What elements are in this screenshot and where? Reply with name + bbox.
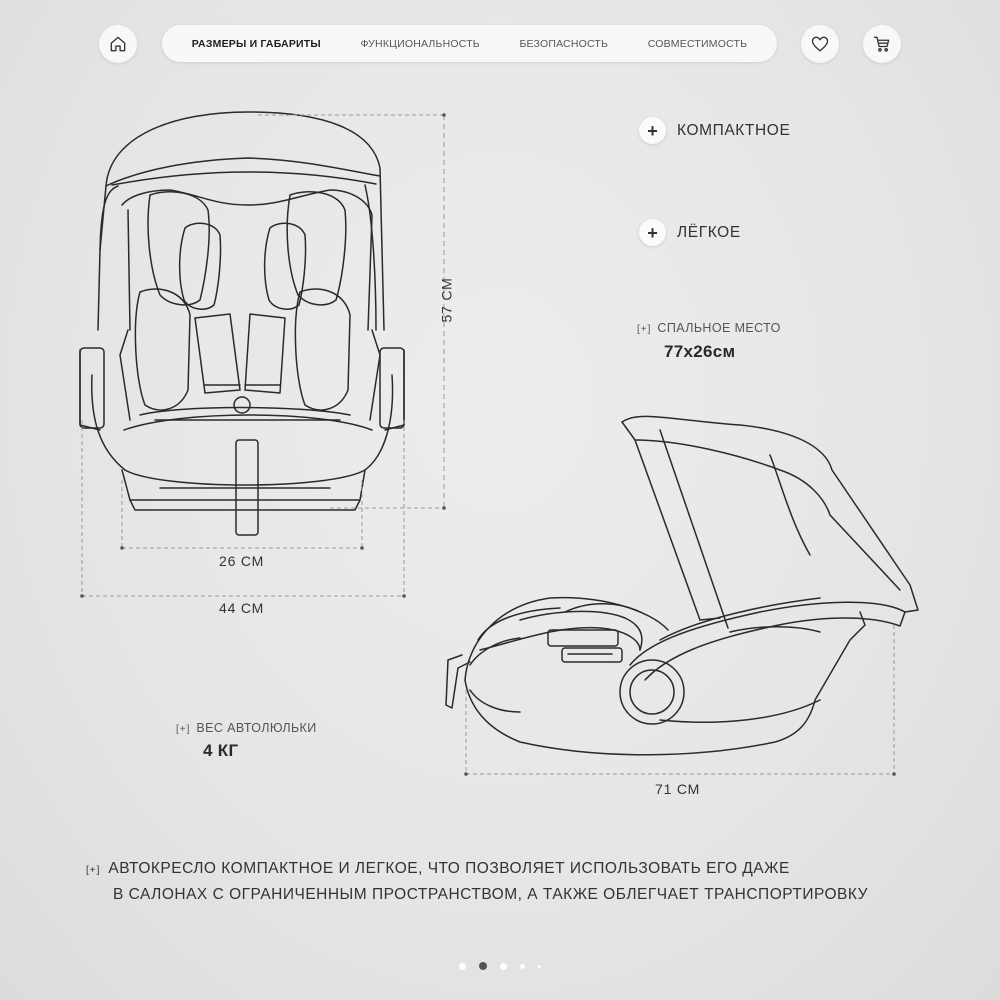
feature-light-label: ЛЁГКОЕ	[677, 223, 741, 241]
weight-label	[176, 721, 317, 735]
bracket-plus-icon: [+]	[637, 324, 652, 335]
feature-compact-label: КОМПАКТНОЕ	[677, 121, 791, 139]
height-dimension-label: 57 СМ	[438, 277, 455, 323]
front-view-car-seat	[80, 112, 404, 535]
plus-icon[interactable]: +	[639, 219, 666, 246]
sleeping-place-label-text: СПАЛЬНОЕ МЕСТО	[657, 321, 781, 335]
tab-safety[interactable]: БЕЗОПАСНОСТЬ	[519, 37, 609, 50]
pagination-dot[interactable]	[520, 964, 525, 969]
bracket-plus-icon: [+]	[86, 865, 101, 876]
pagination	[0, 962, 1000, 970]
outer-width-dimension-label: 44 СМ	[219, 600, 265, 616]
plus-icon[interactable]: +	[639, 117, 666, 144]
length-dimension-label: 71 СМ	[655, 781, 701, 797]
weight-label-text: ВЕС АВТОЛЮЛЬКИ	[196, 721, 317, 735]
side-view-car-seat	[446, 416, 918, 754]
pagination-dot-active[interactable]	[479, 962, 487, 970]
sleeping-place-label	[637, 321, 781, 335]
dimension-endpoints	[80, 113, 896, 776]
sleeping-place-value: 77x26см	[664, 342, 736, 361]
tab-compatibility[interactable]: СОВМЕСТИМОСТЬ	[647, 37, 748, 50]
pagination-dot[interactable]	[500, 963, 507, 970]
weight-value: 4 КГ	[203, 741, 239, 760]
description-line-2: В САЛОНАХ С ОГРАНИЧЕННЫМ ПРОСТРАНСТВОМ, А ТАКЖЕ ОБЛЕГЧАЕТ ТРАНСПОРТИРОВКУ	[113, 886, 868, 903]
dimension-lines	[82, 115, 894, 776]
feature-compact[interactable]	[639, 117, 790, 144]
description-text	[86, 857, 966, 907]
feature-light[interactable]	[639, 219, 741, 246]
tab-dimensions[interactable]: РАЗМЕРЫ И ГАБАРИТЫ	[191, 37, 321, 50]
bracket-plus-icon: [+]	[176, 724, 191, 735]
inner-width-dimension-label: 26 СМ	[219, 553, 265, 569]
pagination-dot[interactable]	[459, 963, 466, 970]
pagination-dot[interactable]	[538, 965, 541, 968]
tab-functionality[interactable]: ФУНКЦИОНАЛЬНОСТЬ	[360, 37, 480, 50]
description-line-1: АВТОКРЕСЛО КОМПАКТНОЕ И ЛЕГКОЕ, ЧТО ПОЗВОЛЯЕТ ИСПОЛЬЗОВАТЬ ЕГО ДАЖЕ	[108, 860, 790, 877]
